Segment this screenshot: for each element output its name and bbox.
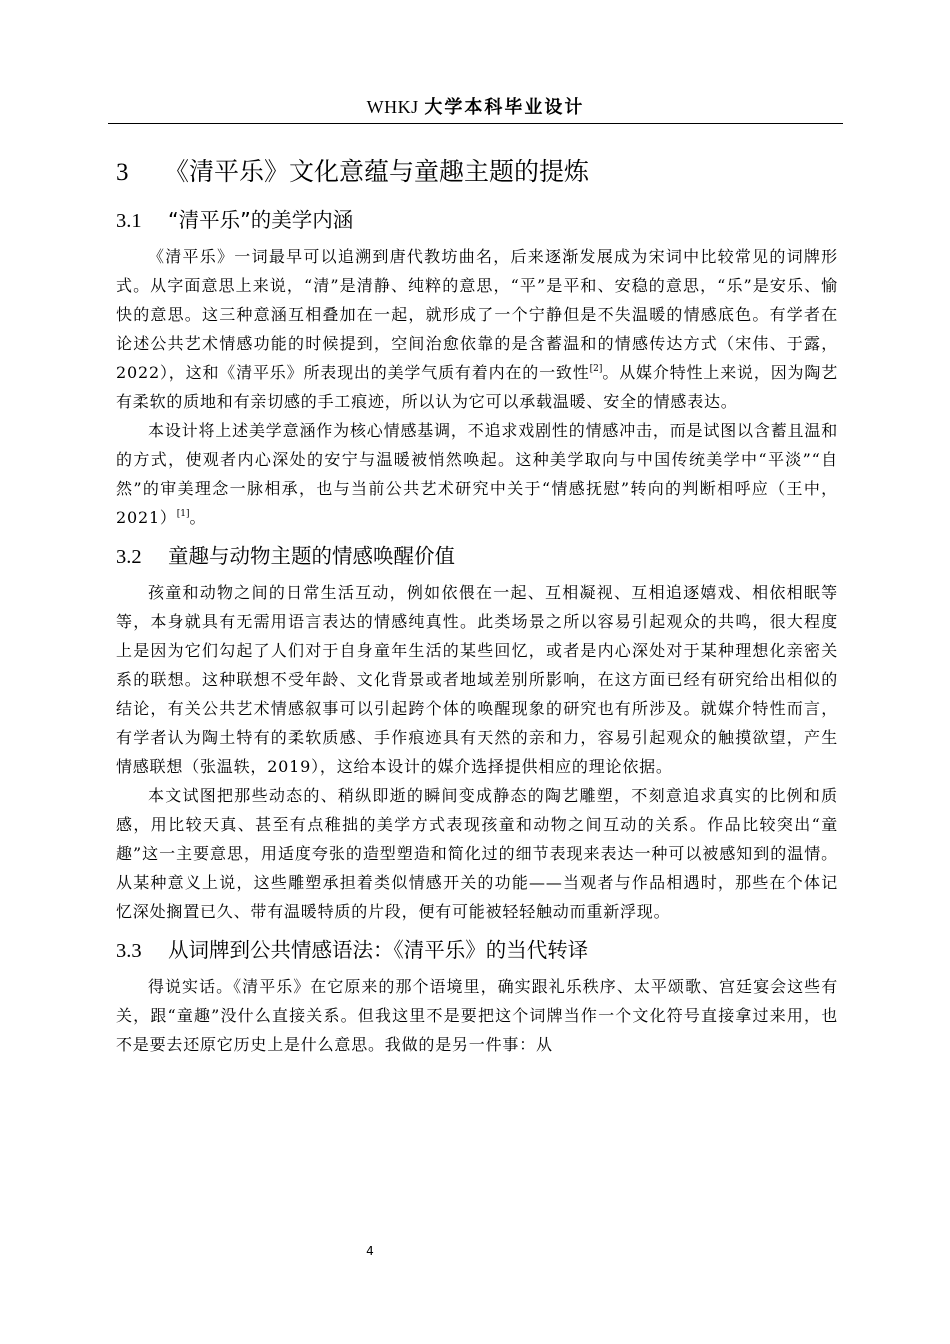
section-heading	[116, 538, 838, 574]
paragraph	[116, 242, 838, 416]
page-body	[116, 150, 838, 1059]
paragraph-text: 本文试图把那些动态的、稍纵即逝的瞬间变成静态的陶艺雕塑，不刻意追求真实的比例和质感，用比较天真、甚至有点稚拙的美学方式表现孩童和动物之间互动的关系。作品比较突出“童趣”这一主要意思，用适度夸张的造型塑造和简化过的细节表现来表达一种可以被感知到的温情。从某种意义上说，这些雕塑承担着类似情感开关的功能——当观者与作品相遇时，那些在个体记忆深处搁置已久、带有温暖特质的片段，便有可能被轻轻触动而重新浮现。	[116, 786, 838, 921]
header-title: 大学本科毕业设计	[424, 97, 585, 118]
section-title: “清平乐”的美学内涵	[168, 208, 354, 232]
paragraph	[116, 416, 838, 532]
citation-marker: [1]	[176, 509, 190, 519]
page-header	[108, 94, 843, 120]
section-number: 3.1	[116, 210, 142, 232]
paragraph-text: 得说实话。《清平乐》在它原来的那个语境里，确实跟礼乐秩序、太平颂歌、宫廷宴会这些有关，跟“童趣”没什么直接关系。但我这里不是要把这个词牌当作一个文化符号直接拿过来用，也不是要去还原它历史上是什么意思。我做的是另一件事：从	[116, 977, 838, 1054]
paragraph	[116, 972, 838, 1059]
header-latin-text: WHKJ	[366, 97, 419, 117]
section-number: 3.3	[116, 940, 142, 962]
paragraph	[116, 781, 838, 926]
paragraph-text: 本设计将上述美学意涵作为核心情感基调，不追求戏剧性的情感冲击，而是试图以含蓄且温和的方式，使观者内心深处的安宁与温暖被悄然唤起。这种美学取向与中国传统美学中“平淡”“自然”的审美理念一脉相承，也与当前公共艺术研究中关于“情感抚慰”转向的判断相呼应（王中，2021）	[116, 421, 838, 527]
page-number: 4	[366, 1244, 374, 1258]
section-title: 童趣与动物主题的情感唤醒价值	[168, 544, 455, 568]
chapter-number: 3	[116, 159, 129, 186]
paragraph	[116, 578, 838, 781]
citation-marker: [2]	[589, 364, 603, 374]
section-number: 3.2	[116, 546, 142, 568]
section-heading	[116, 932, 838, 968]
section-heading	[116, 202, 838, 238]
paragraph-text: 孩童和动物之间的日常生活互动，例如依偎在一起、互相凝视、互相追逐嬉戏、相依相眠等等，本身就具有无需用语言表达的情感纯真性。此类场景之所以容易引起观众的共鸣，很大程度上是因为它们勾起了人们对于自身童年生活的某些回忆，或者是内心深处对于某种理想化亲密关系的联想。这种联想不受年龄、文化背景或者地域差别所影响，在这方面已经有研究给出相似的结论，有关公共艺术情感叙事可以引起跨个体的唤醒现象的研究也有所涉及。就媒介特性而言，有学者认为陶土特有的柔软质感、手作痕迹具有天然的亲和力，容易引起观众的触摸欲望，产生情感联想（张温轶，2019），这给本设计的媒介选择提供相应的理论依据。	[116, 583, 838, 776]
paragraph-tail: 。从媒介特性上来说，因为陶艺有柔软的质地和有亲切感的手工痕迹，所以认为它可以承载温暖、安全的情感表达。	[116, 363, 838, 411]
paragraph-text: 《清平乐》一词最早可以追溯到唐代教坊曲名，后来逐渐发展成为宋词中比较常见的词牌形式。从字面意思上来说，“清”是清静、纯粹的意思，“平”是平和、安稳的意思，“乐”是安乐、愉快的意思。这三种意涵互相叠加在一起，就形成了一个宁静但是不失温暖的情感底色。有学者在论述公共艺术情感功能的时候提到，空间治愈依靠的是含蓄温和的情感传达方式（宋伟、于露，2022），这和《清平乐》所表现出的美学气质有着内在的一致性	[116, 247, 838, 382]
section-title: 从词牌到公共情感语法：《清平乐》的当代转译	[168, 938, 589, 962]
header-rule	[108, 123, 843, 124]
paragraph-tail: 。	[189, 508, 207, 527]
chapter-title: 《清平乐》文化意蕴与童趣主题的提炼	[164, 157, 590, 186]
chapter-heading	[116, 150, 838, 194]
